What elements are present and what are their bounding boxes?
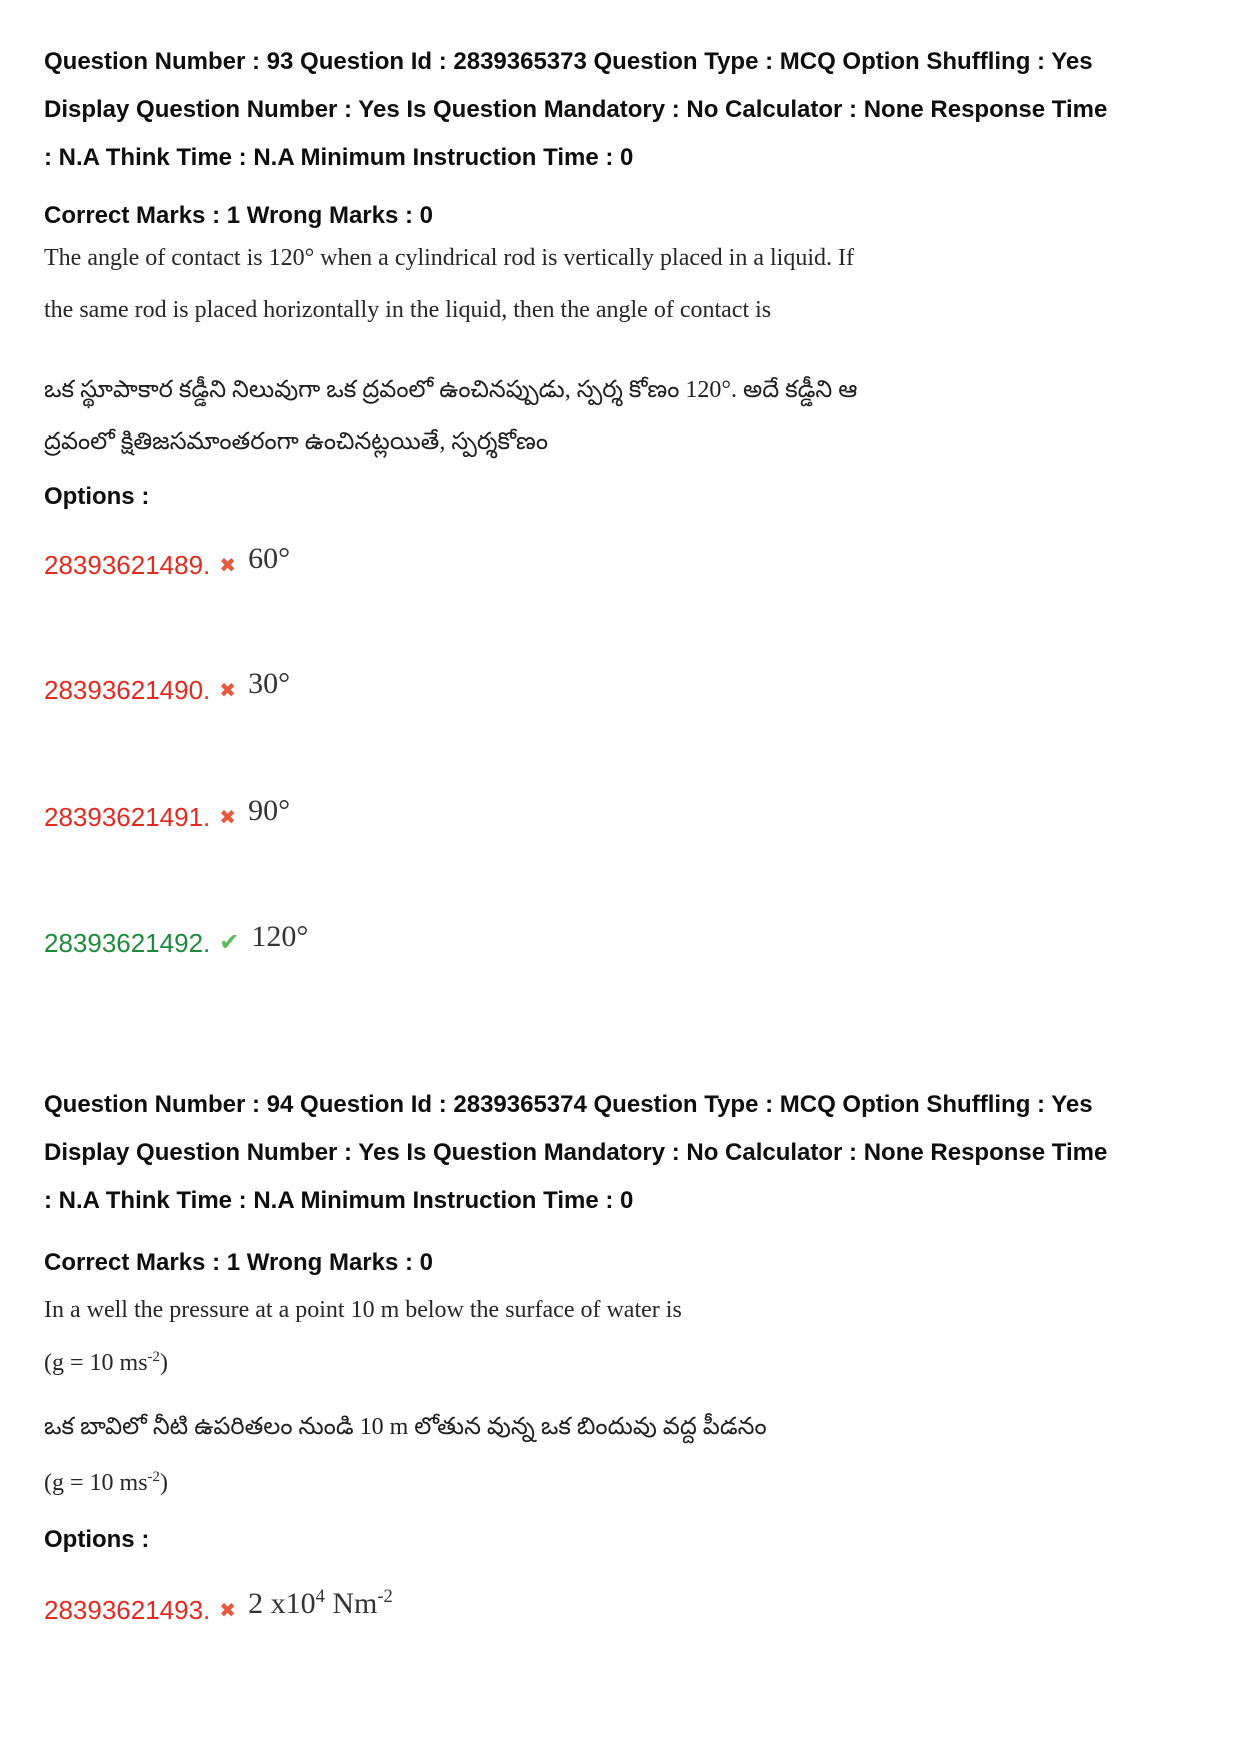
option-id: 28393621493. xyxy=(44,1595,211,1625)
q93-options-label: Options : xyxy=(44,483,150,510)
q94-header-line-1: Question Number : 94 Question Id : 2839365374 Question Type : MCQ Option Shuffling : Yes xyxy=(44,1091,1093,1118)
wrong-mark-icon: ✖ xyxy=(219,1600,237,1622)
g-value-exponent: -2 xyxy=(147,1349,160,1365)
wrong-mark-icon: ✖ xyxy=(219,807,237,829)
q94-question-english: In a well the pressure at a point 10 m below the surface of water is xyxy=(44,1297,682,1323)
q93-option-row-1 xyxy=(44,542,291,588)
q94-g-value-english xyxy=(44,1337,168,1389)
q94-marks-line: Correct Marks : 1 Wrong Marks : 0 xyxy=(44,1249,434,1276)
option-value-exponent: 4 xyxy=(315,1586,325,1607)
g-value-post: ) xyxy=(159,1350,168,1376)
q93-option-row-4 xyxy=(44,920,309,965)
option-value: 30° xyxy=(248,667,291,700)
g-value-post: ) xyxy=(159,1470,168,1496)
q94-option-row-1 xyxy=(44,1586,393,1633)
option-id: 28393621491. xyxy=(44,802,211,832)
option-value-base: Nm xyxy=(324,1587,378,1620)
wrong-mark-icon: ✖ xyxy=(219,555,237,577)
option-value: 60° xyxy=(248,542,291,575)
q93-option-row-3 xyxy=(44,794,291,840)
q94-question-telugu: ఒక బావిలో నీటి ఉపరితలం నుండి 10 m లోతున వున్న ఒక బిందువు వద్ద పీడనం xyxy=(44,1414,767,1440)
q94-header xyxy=(44,1081,1214,1225)
q93-question-english xyxy=(44,232,854,336)
option-value-exponent: -2 xyxy=(377,1586,393,1607)
q93-header-line-2: Display Question Number : Yes Is Question Mandatory : No Calculator : None Response Time xyxy=(44,96,1108,123)
q93-header-line-3: : N.A Think Time : N.A Minimum Instruction Time : 0 xyxy=(44,144,634,171)
option-value xyxy=(248,1584,393,1624)
correct-mark-icon: ✔ xyxy=(219,929,240,956)
q93-header xyxy=(44,38,1214,182)
q94-header-line-2: Display Question Number : Yes Is Question Mandatory : No Calculator : None Response Time xyxy=(44,1139,1108,1166)
g-value-pre: (g = 10 ms xyxy=(44,1470,148,1496)
option-id: 28393621492. xyxy=(44,928,211,958)
wrong-mark-icon: ✖ xyxy=(219,680,237,702)
q93-question-telugu xyxy=(44,364,857,468)
option-id: 28393621489. xyxy=(44,550,211,580)
q94-g-value-telugu xyxy=(44,1457,168,1509)
q94-header-line-3: : N.A Think Time : N.A Minimum Instruction Time : 0 xyxy=(44,1187,634,1214)
g-value-exponent: -2 xyxy=(147,1469,160,1485)
g-value-pre: (g = 10 ms xyxy=(44,1350,148,1376)
option-value: 120° xyxy=(251,920,309,953)
q93-option-row-2 xyxy=(44,667,291,713)
q93-marks-line: Correct Marks : 1 Wrong Marks : 0 xyxy=(44,202,434,229)
option-value: 90° xyxy=(248,794,291,827)
q93-question-en-line-2: the same rod is placed horizontally in the liquid, then the angle of contact is xyxy=(44,297,772,323)
q93-question-te-line-2: ద్రవంలో క్షితిజసమాంతరంగా ఉంచినట్లయితే, స్పర్శకోణం xyxy=(44,429,549,455)
q93-question-te-line-1: ఒక స్థూపాకార కడ్డీని నిలువుగా ఒక ద్రవంలో ఉంచినప్పుడు, స్పర్శ కోణం 120°. అదే కడ్డీని ఆ xyxy=(44,377,858,403)
q94-options-label: Options : xyxy=(44,1526,150,1553)
option-value-base: 2 x10 xyxy=(248,1587,316,1620)
option-id: 28393621490. xyxy=(44,675,211,705)
q93-question-en-line-1: The angle of contact is 120° when a cylindrical rod is vertically placed in a liquid. If xyxy=(44,245,854,271)
q93-header-line-1: Question Number : 93 Question Id : 2839365373 Question Type : MCQ Option Shuffling : Yes xyxy=(44,48,1093,75)
